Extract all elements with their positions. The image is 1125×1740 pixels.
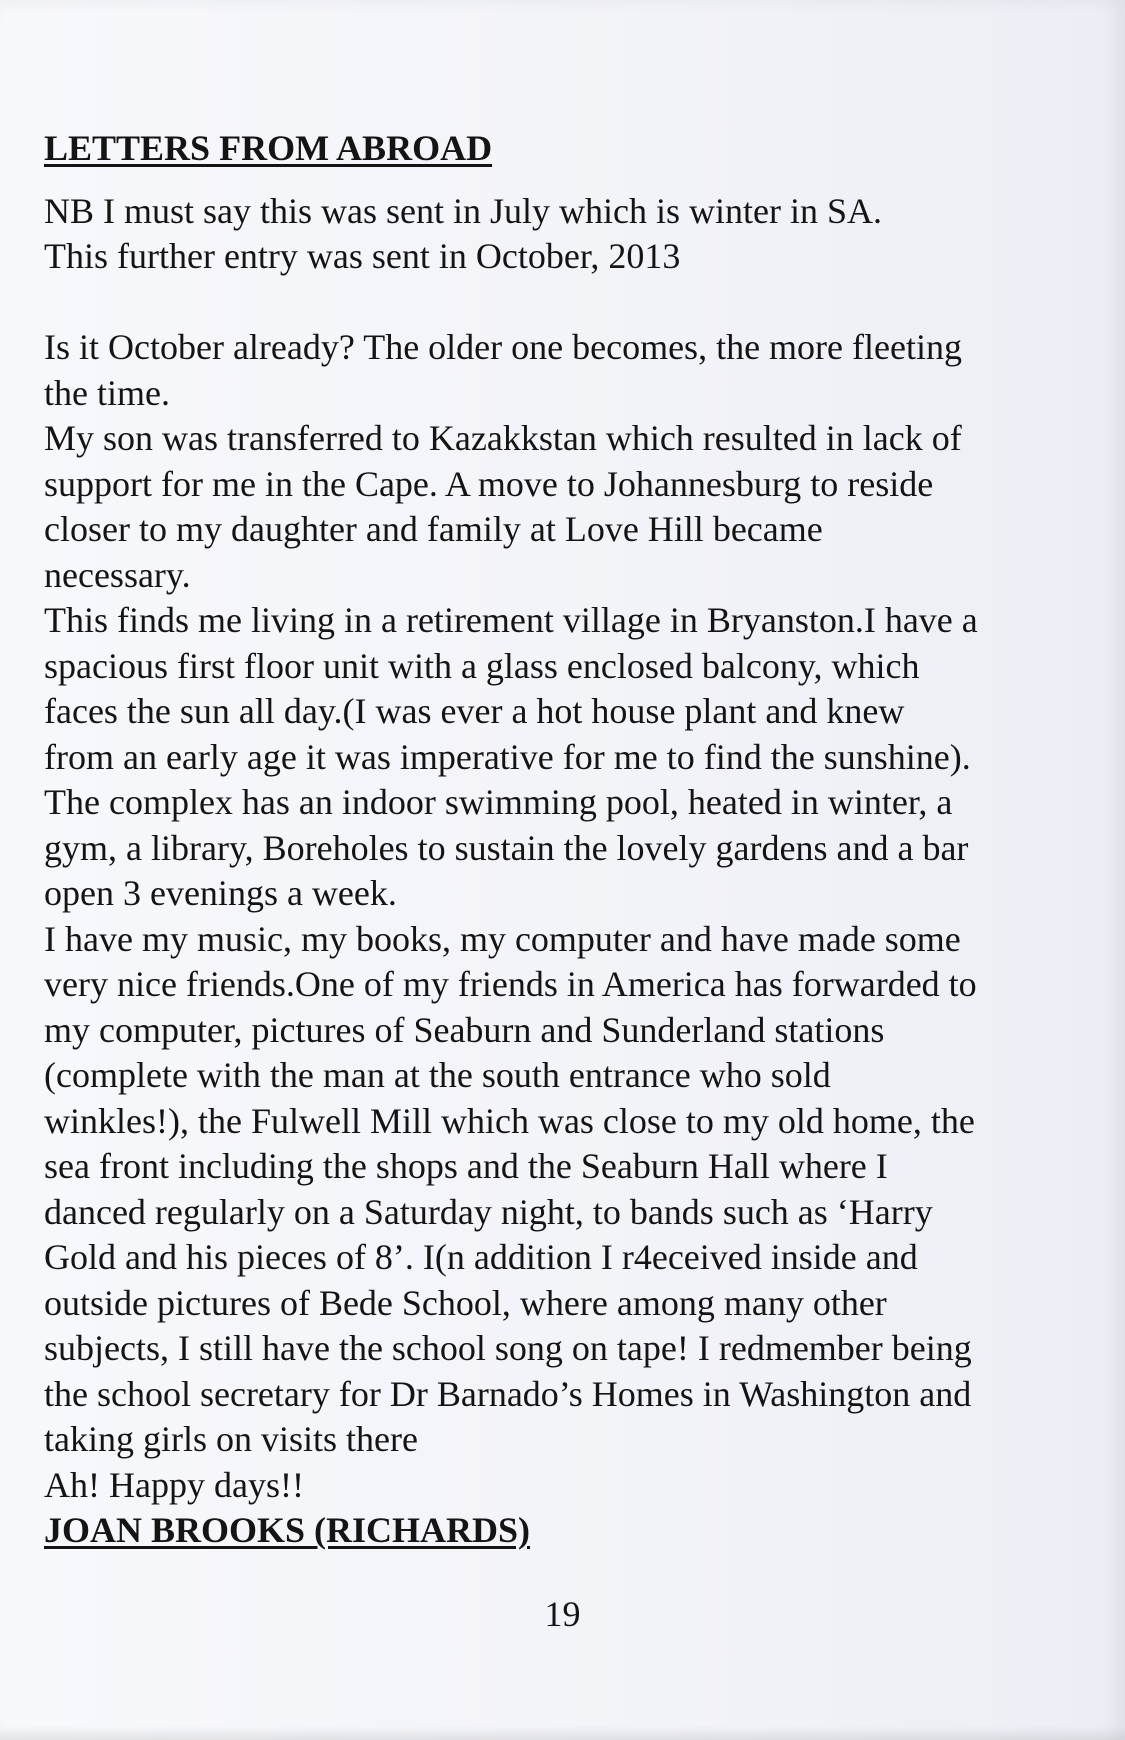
body-line: Gold and his pieces of 8’. I(n addition I r4eceived inside and xyxy=(44,1237,918,1277)
note-line: This further entry was sent in October, 2013 xyxy=(44,236,681,276)
body-line: my computer, pictures of Seaburn and Sunderland stations xyxy=(44,1009,885,1050)
signature: JOAN BROOKS (RICHARDS) xyxy=(44,1510,531,1550)
body-line: I have my music, my books, my computer and have made some xyxy=(44,918,961,959)
body-line: Ah! Happy days!! xyxy=(44,1464,304,1505)
body-line: This finds me living in a retirement village in Bryanston.I have a xyxy=(44,600,978,640)
spacer xyxy=(44,172,1094,189)
body-line: winkles!), the Fulwell Mill which was close to my old home, the xyxy=(44,1100,975,1141)
body-line: open 3 evenings a week. xyxy=(44,873,397,913)
letter-heading: LETTERS FROM ABROAD xyxy=(44,128,493,168)
body-line: very nice friends.One of my friends in America has forwarded to xyxy=(44,964,977,1004)
body-line: faces the sun all day.(I was ever a hot house plant and knew xyxy=(44,691,905,731)
spacer xyxy=(44,280,1094,326)
body-line: the school secretary for Dr Barnado’s Homes in Washington and xyxy=(44,1373,972,1414)
body-line: subjects, I still have the school song on tape! I redmember being xyxy=(44,1328,972,1368)
body-line: My son was transferred to Kazakkstan which resulted in lack of xyxy=(44,418,962,458)
page-number: 19 xyxy=(544,1594,581,1634)
body-line: from an early age it was imperative for me to find the sunshine). xyxy=(44,736,971,777)
body-line: the time. xyxy=(44,372,170,413)
body-line: spacious first floor unit with a glass enclosed balcony, which xyxy=(44,645,920,686)
note-line: NB I must say this was sent in July which is winter in SA. xyxy=(44,190,882,231)
body-line: danced regularly on a Saturday night, to bands such as ‘Harry xyxy=(44,1191,933,1232)
body-line: The complex has an indoor swimming pool, heated in winter, a xyxy=(44,782,953,822)
body-line: taking girls on visits there xyxy=(44,1419,418,1459)
body-line: sea front including the shops and the Seaburn Hall where I xyxy=(44,1146,888,1186)
body-line: support for me in the Cape. A move to Johannesburg to reside xyxy=(44,463,934,504)
body-line: outside pictures of Bede School, where among many other xyxy=(44,1282,887,1323)
body-line: closer to my daughter and family at Love Hill became xyxy=(44,509,823,549)
body-line: (complete with the man at the south entrance who sold xyxy=(44,1055,831,1095)
body-line: Is it October already? The older one becomes, the more fleeting xyxy=(44,327,962,367)
body-line: gym, a library, Boreholes to sustain the lovely gardens and a bar xyxy=(44,827,969,868)
body-line: necessary. xyxy=(44,554,191,595)
letter-text xyxy=(44,126,1094,1554)
